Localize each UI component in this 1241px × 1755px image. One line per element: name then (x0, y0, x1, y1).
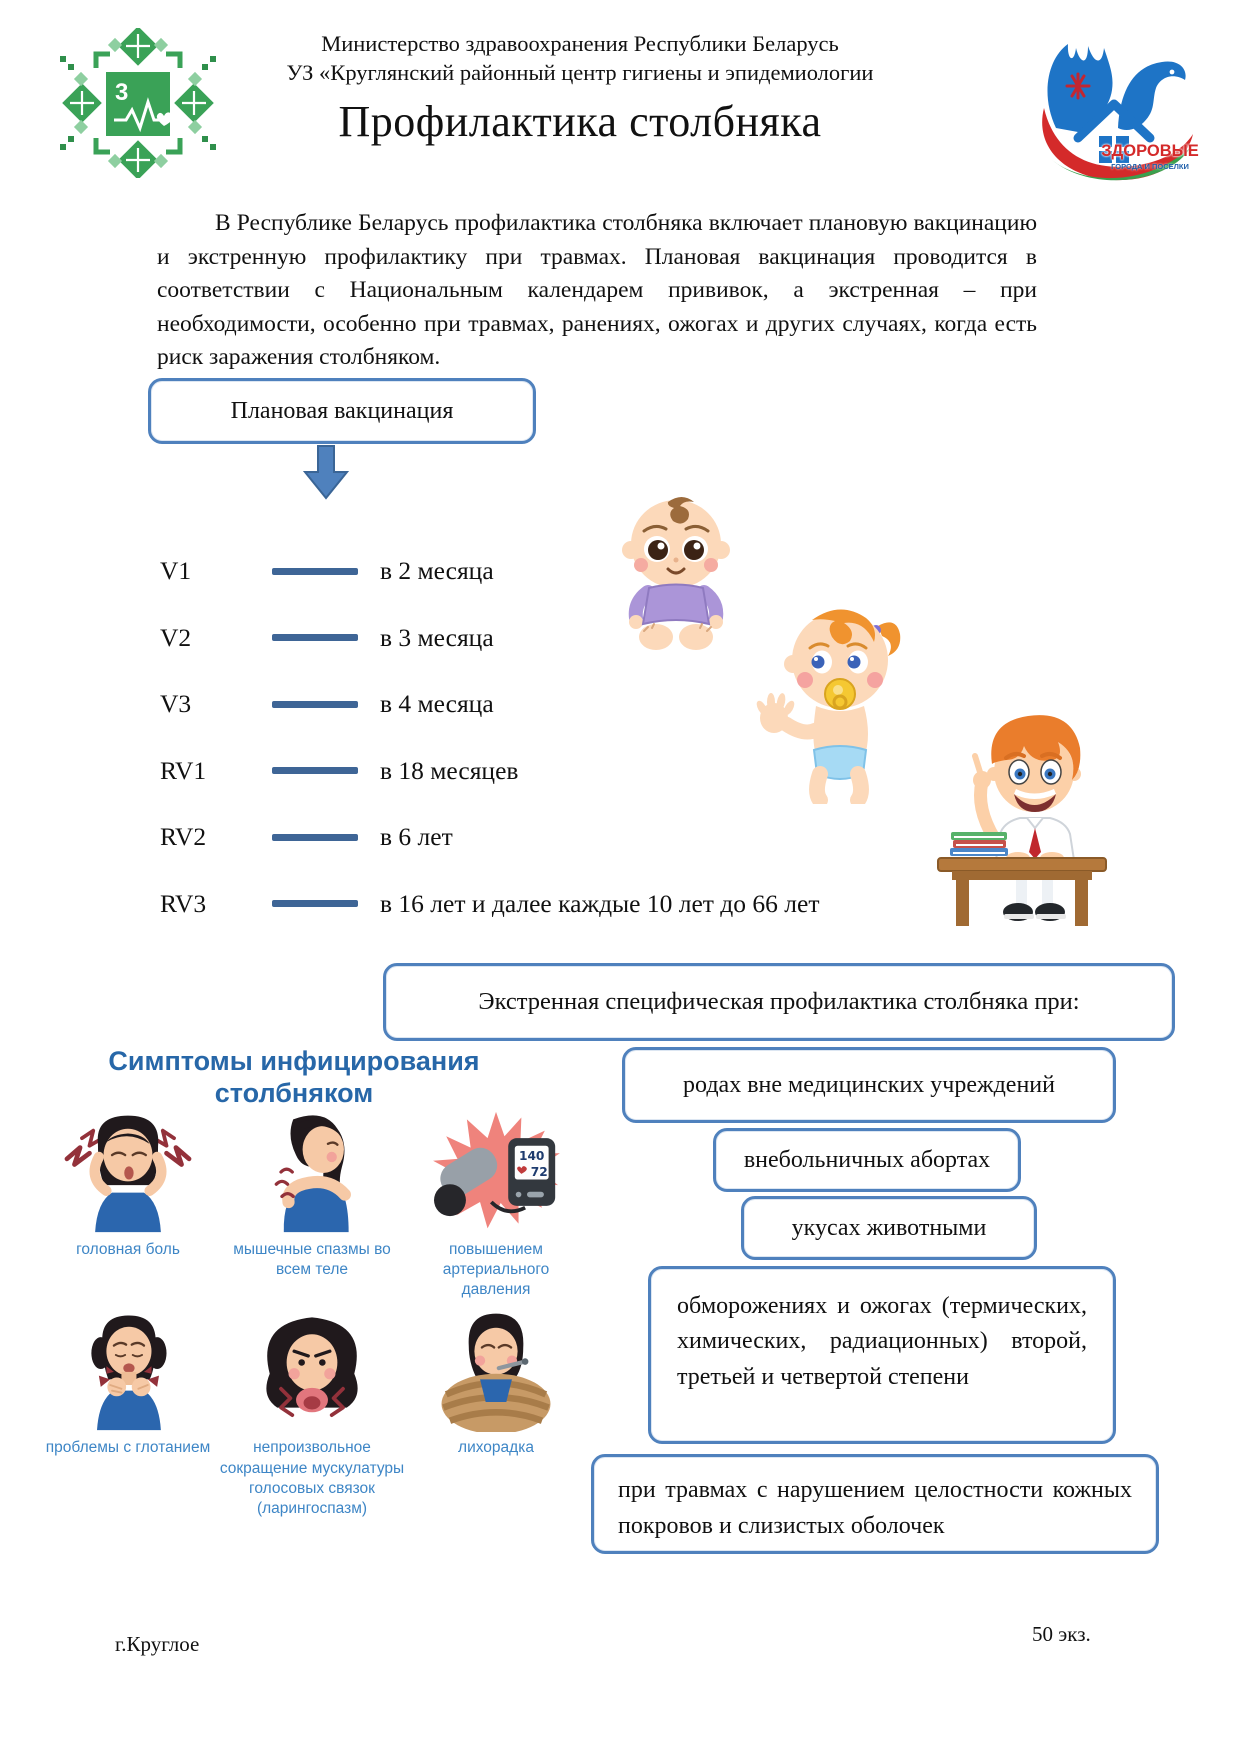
schoolboy-at-desk-illustration (930, 686, 1115, 933)
emergency-prophylaxis-box (383, 963, 1175, 1041)
symptom-item (410, 1306, 582, 1519)
headache-illustration (53, 1108, 203, 1234)
emergency-case-label: родах вне медицинских учреждений (683, 1071, 1055, 1098)
schedule-row (160, 871, 860, 938)
laryngospasm-illustration (237, 1306, 387, 1432)
schedule-line (272, 900, 358, 907)
arrow-down-icon (303, 444, 349, 505)
schedule-line (272, 568, 358, 575)
symptoms-heading: Симптомы инфицирования столбняком (108, 1046, 480, 1108)
schedule-line (272, 767, 358, 774)
schedule-row (160, 804, 860, 871)
symptoms-grid (42, 1108, 582, 1519)
page-title: Профилактика столбняка (338, 97, 822, 146)
symptom-label: мышечные спазмы во всем теле (233, 1241, 391, 1279)
schedule-timing: в 6 лет (380, 822, 453, 852)
schedule-code: V1 (160, 556, 192, 586)
symptom-label: лихорадка (458, 1439, 534, 1457)
emergency-case-label: внебольничных абортах (743, 1146, 991, 1173)
schedule-line (272, 634, 358, 641)
symptom-label: проблемы с глотанием (45, 1439, 211, 1457)
symptom-item (410, 1108, 582, 1300)
emergency-prophylaxis-label: Экстренная специфическая профилактика столбняка при: (478, 988, 1080, 1015)
bp-systolic-value: 140 (518, 1148, 545, 1163)
schedule-code: RV3 (160, 888, 207, 918)
ministry-line2: УЗ «Круглянский районный центр гигиены и эпидемиологии (286, 59, 874, 85)
baby-pacifier-illustration (752, 596, 904, 809)
schedule-code: RV1 (160, 755, 207, 785)
schedule-timing: в 16 лет и далее каждые 10 лет до 66 лет (380, 888, 820, 918)
intro-paragraph: В Республике Беларусь профилактика столбняка включает плановую вакцинацию и экстренную профилактику при травмах. Плановая вакцинация проводится в соответствии с Национальным календарем прививок, а экстренная – при необходимости, особенно при травмах, ранениях, ожогах и других случаях, когда есть риск заражения столбняком. (157, 210, 1037, 371)
footer-copies: 50 экз. (1032, 1622, 1091, 1646)
emergency-case-label: обморожениях и ожогах (термических, химических, радиационных) второй, третьей и четвертой степени (677, 1293, 1087, 1390)
symptom-item (214, 1306, 410, 1519)
emergency-case-box (713, 1128, 1021, 1192)
emergency-case-label: при травмах с нарушением целостности кожных покровов и слизистых оболочек (618, 1477, 1132, 1539)
emergency-case-box (648, 1266, 1116, 1444)
schedule-timing: в 3 месяца (380, 622, 494, 652)
sdg3-number: 3 (115, 79, 129, 106)
symptom-label: повышением артериального давления (442, 1241, 550, 1299)
schedule-code: V3 (160, 689, 192, 719)
ministry-header (170, 30, 990, 88)
schedule-code: V2 (160, 622, 192, 652)
books-stack (950, 832, 1008, 856)
emergency-case-label: укусах животными (791, 1214, 987, 1241)
ministry-line1: Министерство здравоохранения Республики Беларусь (321, 31, 839, 56)
symptom-item (42, 1108, 214, 1300)
emergency-case-box (622, 1047, 1116, 1123)
symptom-label: непроизвольное сокращение мускулатуры голосовых связок (ларингоспазм) (219, 1439, 405, 1517)
symptom-label: головная боль (76, 1241, 180, 1258)
schedule-row (160, 538, 860, 605)
schedule-line (272, 834, 358, 841)
planned-vaccination-label: Плановая вакцинация (230, 397, 454, 424)
footer-city: г.Круглое (115, 1632, 200, 1656)
healthy-cities-logo (1022, 30, 1202, 182)
healthy-cities-text-1: ЗДОРОВЫЕ (1101, 142, 1199, 160)
blood-pressure-monitor-illustration (421, 1108, 571, 1234)
symptom-item (214, 1108, 410, 1300)
schedule-code: RV2 (160, 822, 207, 852)
schedule-timing: в 18 месяцев (380, 755, 519, 785)
emergency-case-box (591, 1454, 1159, 1554)
bp-diastolic-value: 72 (530, 1164, 548, 1179)
swallowing-problem-illustration (53, 1306, 203, 1432)
schedule-line (272, 701, 358, 708)
symptom-item (42, 1306, 214, 1519)
healthy-cities-text-2: ГОРОДА И ПОСЕЛКИ (1111, 162, 1189, 171)
stork-eye (1170, 70, 1175, 75)
fever-illustration (421, 1306, 571, 1432)
schedule-timing: в 4 месяца (380, 689, 494, 719)
planned-vaccination-box (148, 378, 536, 444)
baby-sitting-illustration (612, 492, 740, 659)
emergency-case-box (741, 1196, 1037, 1260)
schedule-timing: в 2 месяца (380, 556, 494, 586)
muscle-spasms-illustration (237, 1108, 387, 1234)
